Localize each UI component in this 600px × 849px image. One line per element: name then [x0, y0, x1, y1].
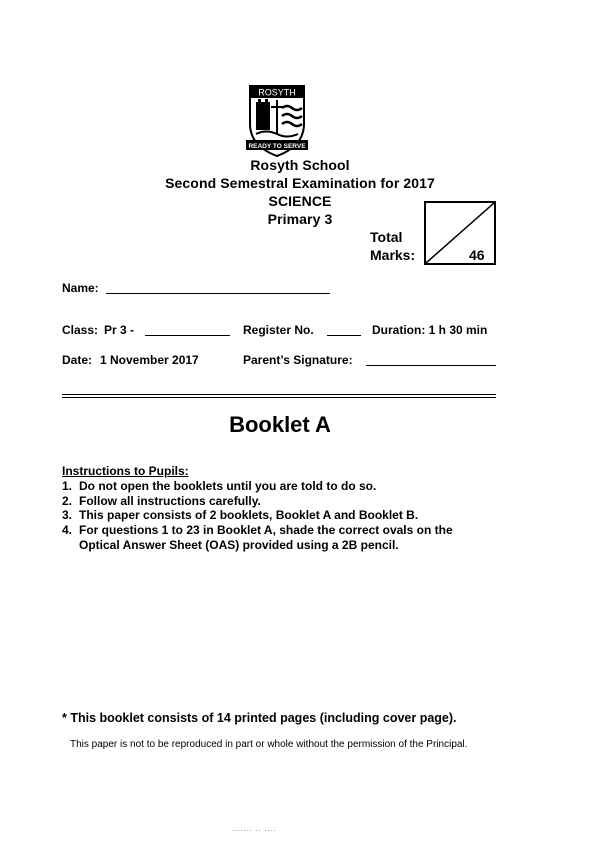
school-crest-logo	[246, 84, 308, 158]
subject-title: SCIENCE	[268, 193, 332, 209]
instruction-continuation: Optical Answer Sheet (OAS) provided using a 2B pencil.	[79, 538, 399, 552]
class-value: Pr 3 -	[104, 323, 135, 337]
duration-label: Duration: 1 h 30 min	[372, 323, 488, 337]
instruction-item	[62, 479, 376, 493]
divider-line	[62, 394, 496, 395]
instruction-text: Follow all instructions carefully.	[79, 494, 261, 508]
divider-line	[62, 397, 496, 398]
instruction-item	[62, 523, 453, 537]
exam-title: Second Semestral Examination for 2017	[165, 175, 435, 191]
instruction-text: Do not open the booklets until you are told to do so.	[79, 479, 377, 493]
class-blank[interactable]	[145, 335, 230, 336]
register-blank[interactable]	[327, 335, 361, 336]
instruction-text: For questions 1 to 23 in Booklet A, shade the correct ovals on the	[79, 523, 453, 537]
instruction-number: 3.	[62, 508, 73, 522]
name-label: Name:	[62, 281, 99, 295]
register-label: Register No.	[243, 323, 314, 337]
signature-blank[interactable]	[366, 365, 496, 366]
instruction-number: 2.	[62, 494, 73, 508]
instruction-number: 4.	[62, 523, 73, 537]
page-count-note: * This booklet consists of 14 printed pages (including cover page).	[62, 711, 457, 725]
total-label-line1: Total	[370, 229, 403, 245]
copyright-notice: This paper is not to be reproduced in part or whole without the permission of the Principal.	[70, 739, 468, 750]
total-marks-label	[370, 228, 415, 264]
booklet-title: Booklet A	[229, 412, 331, 437]
date-label: Date:	[62, 353, 93, 367]
school-name: Rosyth School	[250, 157, 350, 173]
instructions-heading: Instructions to Pupils:	[62, 464, 189, 478]
instruction-item	[62, 494, 261, 508]
total-marks-value: 46	[469, 247, 485, 263]
crest-motto-text: READY TO SERVE	[248, 143, 306, 150]
instruction-number: 1.	[62, 479, 73, 493]
total-marks-box	[424, 201, 496, 265]
signature-label: Parent’s Signature:	[243, 353, 353, 367]
crest-banner-text: ROSYTH	[258, 87, 296, 98]
footer-faded-text: ....... .. ....	[232, 826, 277, 833]
instruction-item	[62, 508, 418, 522]
name-blank[interactable]	[106, 293, 330, 294]
instruction-text: This paper consists of 2 booklets, Booklet A and Booklet B.	[79, 508, 419, 522]
total-label-line2: Marks:	[370, 247, 416, 263]
class-label: Class:	[62, 323, 99, 337]
level-title: Primary 3	[267, 211, 333, 227]
date-value: 1 November 2017	[100, 353, 199, 367]
